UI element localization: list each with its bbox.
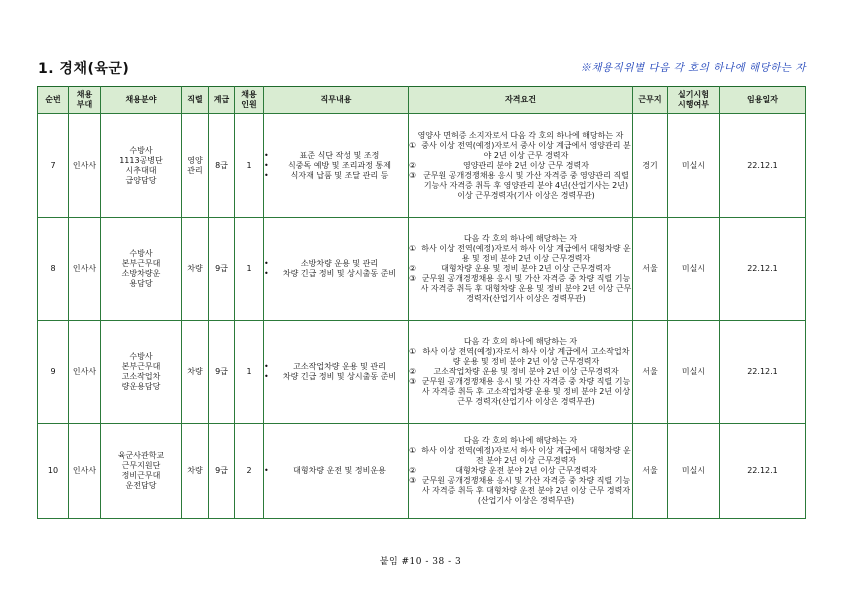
qualification-number: ③ — [409, 274, 417, 283]
table-row — [38, 424, 806, 519]
cell-location: 서울 — [633, 218, 668, 321]
duty-item: • 식중독 예방 및 조리과정 통제 — [264, 161, 408, 171]
header-duties: 직무내용 — [264, 87, 409, 114]
cell-qualifications — [409, 218, 633, 321]
cell-duties — [264, 114, 409, 218]
header-qualifications: 자격요건 — [409, 87, 633, 114]
cell-qualifications — [409, 321, 633, 424]
cell-seq: 7 — [38, 114, 69, 218]
cell-date: 22.12.1 — [720, 218, 806, 321]
qualification-number: ② — [409, 264, 417, 273]
header-count: 채용 인원 — [235, 87, 264, 114]
qualification-text: 군무원 공개경쟁채용 응시 및 가산 자격증 중 차량 직렬 기능사 자격증 취득 후 고소작업차량 운용 및 정비 분야 2년 이상 근무 경력자(산업기사 이상은 경력무관) — [421, 377, 631, 406]
duty-item: • 식자재 납품 및 조달 관리 등 — [264, 171, 408, 181]
cell-grade: 9급 — [209, 218, 235, 321]
header-seq: 순번 — [38, 87, 69, 114]
duty-item: • 표준 식단 작성 및 조정 — [264, 151, 408, 161]
cell-series: 영양 관리 — [182, 114, 209, 218]
cell-practical: 미실시 — [668, 218, 720, 321]
header-practical: 실기시험 시행여부 — [668, 87, 720, 114]
cell-seq: 10 — [38, 424, 69, 519]
cell-seq: 9 — [38, 321, 69, 424]
cell-unit: 인사사 — [69, 321, 101, 424]
qualification-number: ① — [409, 244, 417, 253]
table-header-row — [38, 87, 806, 114]
qualification-number: ② — [409, 466, 417, 475]
cell-location: 서울 — [633, 321, 668, 424]
qualification-intro: 다음 각 호의 하나에 해당하는 자 — [463, 337, 578, 346]
cell-duties — [264, 424, 409, 519]
cell-qualifications — [409, 114, 633, 218]
cell-duties — [264, 321, 409, 424]
qualification-text: 대형차량 운전 분야 2년 이상 근무경력자 — [455, 466, 597, 475]
cell-series: 차량 — [182, 321, 209, 424]
qualification-text: 군무원 공개경쟁채용 응시 및 가산 자격증 중 차량 직렬 기능사 자격증 취득 후 대형차량 운용 및 정비 분야 2년 이상 근무 경력자(산업기사 이상은 경력무관) — [420, 274, 632, 303]
qualification-number: ② — [409, 160, 417, 170]
table-row — [38, 114, 806, 218]
cell-unit: 인사사 — [69, 114, 101, 218]
qualification-number: ① — [409, 446, 417, 455]
qualification-text: 영양관리 분야 2년 이상 근무 경력자 — [463, 160, 589, 170]
page-footer: 붙임 #10 - 38 - 3 — [379, 557, 462, 567]
header-date: 임용일자 — [720, 87, 806, 114]
cell-practical: 미실시 — [668, 114, 720, 218]
qualification-number: ① — [409, 140, 417, 150]
qualification-item — [409, 377, 632, 407]
cell-series: 차량 — [182, 218, 209, 321]
cell-series: 차량 — [182, 424, 209, 519]
qualification-item — [409, 171, 632, 201]
table-row — [38, 218, 806, 321]
cell-field: 수방사 본부근무대 고소작업차 량운용담당 — [101, 321, 182, 424]
qualification-text: 하사 이상 전역(예정)자로서 하사 이상 계급에서 대형차량 운전 분야 2년 이상 근무경력자 — [421, 446, 631, 465]
qualification-item — [409, 264, 632, 274]
cell-seq: 8 — [38, 218, 69, 321]
qualification-item — [409, 367, 632, 377]
duties-list — [264, 362, 408, 382]
qualification-text: 고소작업차량 운용 및 정비 분야 2년 이상 근무경력자 — [433, 367, 619, 376]
qualification-text: 중사 이상 전역(예정)자로서 중사 이상 계급에서 영양관리 분야 2년 이상 근무 경력자 — [421, 140, 631, 160]
header-unit: 채용 부대 — [69, 87, 101, 114]
cell-grade: 9급 — [209, 321, 235, 424]
qualification-note: ※채용직위별 다음 각 호의 하나에 해당하는 자 — [580, 62, 806, 74]
cell-count: 1 — [235, 321, 264, 424]
cell-date: 22.12.1 — [720, 114, 806, 218]
qualification-number: ② — [409, 367, 417, 376]
duty-item: • 소방차량 운용 및 관리 — [264, 259, 408, 269]
qualification-item — [409, 244, 632, 264]
cell-date: 22.12.1 — [720, 321, 806, 424]
header-location: 근무지 — [633, 87, 668, 114]
header-series: 직렬 — [182, 87, 209, 114]
table-row — [38, 321, 806, 424]
duties-list — [264, 466, 408, 476]
cell-count: 2 — [235, 424, 264, 519]
qualification-number: ③ — [409, 377, 417, 386]
qualification-intro: 영양사 면허증 소지자로서 다음 각 호의 하나에 해당하는 자 — [417, 130, 624, 140]
qualification-text: 하사 이상 전역(예정)자로서 하사 이상 계급에서 고소작업차량 운용 및 정비 분야 2년 이상 근무경력자 — [422, 347, 630, 366]
qualification-intro: 다음 각 호의 하나에 해당하는 자 — [463, 234, 578, 243]
cell-count: 1 — [235, 114, 264, 218]
cell-unit: 인사사 — [69, 218, 101, 321]
qualification-item — [409, 141, 632, 161]
duties-list — [264, 151, 408, 181]
qualification-text: 군무원 공개경쟁채용 응시 및 가산 자격증 중 영양관리 직렬 기능사 자격증 취득 후 영양관리 분야 4년(산업기사는 2년) 이상 근무경력자(기사 이상은 경력무관) — [423, 170, 629, 200]
qualification-intro: 다음 각 호의 하나에 해당하는 자 — [463, 436, 578, 445]
qualification-item — [409, 466, 632, 476]
cell-practical: 미실시 — [668, 321, 720, 424]
cell-field: 수방사 1113공병단 시추대대 급양담당 — [101, 114, 182, 218]
cell-grade: 9급 — [209, 424, 235, 519]
qualification-text: 군무원 공개경쟁채용 응시 및 가산 자격증 중 차량 직렬 기능사 자격증 취득 후 대형차량 운전 분야 2년 이상 근무 경력자(산업기사 이상은 경력무관) — [421, 476, 631, 505]
cell-field: 육군사관학교 근무지원단 정비근무대 운전담당 — [101, 424, 182, 519]
qualification-item — [409, 476, 632, 506]
duty-item: • 고소작업차량 운용 및 관리 — [264, 362, 408, 372]
qualification-number: ③ — [409, 476, 417, 485]
qualification-item — [409, 274, 632, 304]
cell-date: 22.12.1 — [720, 424, 806, 519]
cell-location: 서울 — [633, 424, 668, 519]
cell-duties — [264, 218, 409, 321]
qualification-text: 대형차량 운용 및 정비 분야 2년 이상 근무경력자 — [441, 264, 611, 273]
duty-item: • 차량 긴급 정비 및 상시출동 준비 — [264, 372, 408, 382]
cell-practical: 미실시 — [668, 424, 720, 519]
qualification-item — [409, 347, 632, 367]
duty-item: • 대형차량 운전 및 정비운용 — [264, 466, 408, 476]
cell-grade: 8급 — [209, 114, 235, 218]
cell-unit: 인사사 — [69, 424, 101, 519]
duties-list — [264, 259, 408, 279]
cell-count: 1 — [235, 218, 264, 321]
cell-field: 수방사 본부근무대 소방차량운 용담당 — [101, 218, 182, 321]
header-grade: 계급 — [209, 87, 235, 114]
qualification-number: ① — [409, 347, 417, 356]
cell-qualifications — [409, 424, 633, 519]
page-title: 1. 경채(육군) — [38, 61, 130, 77]
duty-item: • 차량 긴급 정비 및 상시출동 준비 — [264, 269, 408, 279]
qualification-item — [409, 161, 632, 171]
cell-location: 경기 — [633, 114, 668, 218]
qualification-text: 하사 이상 전역(예정)자로서 하사 이상 계급에서 대형차량 운용 및 정비 분야 2년 이상 근무경력자 — [421, 244, 631, 263]
recruitment-table — [37, 86, 806, 519]
qualification-item — [409, 446, 632, 466]
qualification-number: ③ — [409, 170, 417, 180]
header-field: 채용분야 — [101, 87, 182, 114]
